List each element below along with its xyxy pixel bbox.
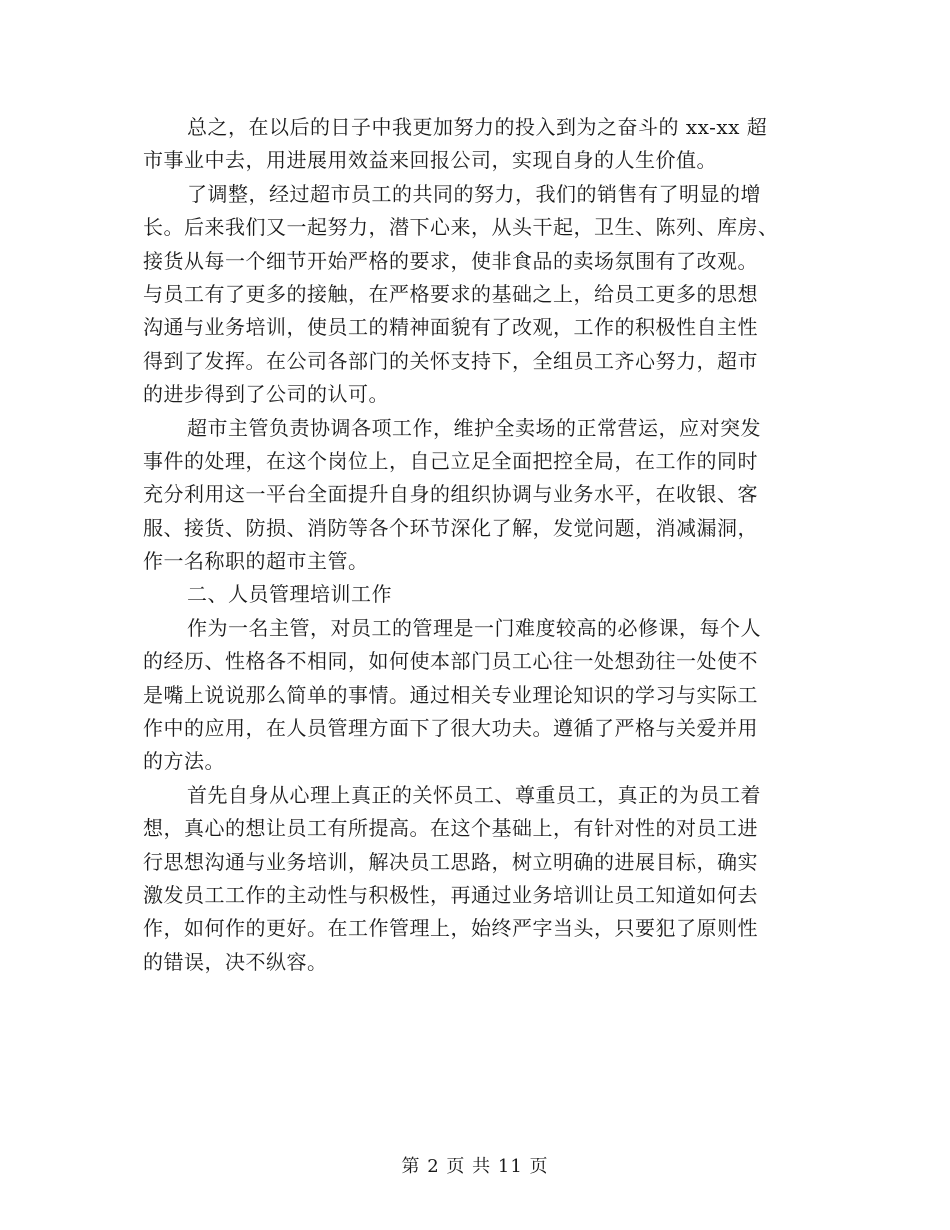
footer-total-pages: 11 xyxy=(497,1156,523,1177)
text-line: 的方法。 xyxy=(143,749,225,774)
text-line: 接货从每一个细节开始严格的要求，使非食品的卖场氛围有了改观。 xyxy=(143,248,758,273)
text-line: 是嘴上说说那么简单的事情。通过相关专业理论知识的学习与实际工 xyxy=(143,682,758,707)
footer-prefix: 第 xyxy=(401,1156,421,1177)
text-line: 首先自身从心理上真正的关怀员工、尊重员工，真正的为员工着 xyxy=(187,782,761,807)
page-footer xyxy=(0,1152,950,1178)
footer-middle: 页 共 xyxy=(446,1156,492,1177)
document-body xyxy=(143,111,803,979)
text-line: 作，如何作的更好。在工作管理上，始终严字当头，只要犯了原则性 xyxy=(143,916,758,941)
text-line: 的错误，决不纵容。 xyxy=(143,949,328,974)
text-line: 的经历、性格各不相同，如何使本部门员工心往一处想劲往一处使不 xyxy=(143,649,758,674)
text-line: 的进步得到了公司的认可。 xyxy=(143,382,389,407)
text-line: 作中的应用，在人员管理方面下了很大功夫。遵循了严格与关爱并用 xyxy=(143,716,758,741)
text-line: 超市主管负责协调各项工作，维护全卖场的正常营运，应对突发 xyxy=(187,415,761,440)
text-line: 行思想沟通与业务培训，解决员工思路，树立明确的进展目标，确实 xyxy=(143,849,758,874)
text-line: 沟通与业务培训，使员工的精神面貌有了改观，工作的积极性自主性 xyxy=(143,315,758,340)
text-line: 作为一名主管，对员工的管理是一门难度较高的必修课，每个人 xyxy=(187,615,761,640)
text-line: 服、接货、防损、消防等各个环节深化了解，发觉问题，消减漏洞， xyxy=(143,515,758,540)
text-line: 作一名称职的超市主管。 xyxy=(143,549,369,574)
text-line: 与员工有了更多的接触，在严格要求的基础之上，给员工更多的思想 xyxy=(143,281,758,306)
text-line: 二、人员管理培训工作 xyxy=(187,582,392,607)
text-line: 充分利用这一平台全面提升自身的组织协调与业务水平，在收银、客 xyxy=(143,482,758,507)
text-line: 了调整，经过超市员工的共同的努力，我们的销售有了明显的增 xyxy=(187,181,761,206)
text-line: 想，真心的想让员工有所提高。在这个基础上，有针对性的对员工进 xyxy=(143,816,758,841)
footer-page-number: 2 xyxy=(427,1156,440,1177)
text-line: 市事业中去，用进展用效益来回报公司，实现自身的人生价值。 xyxy=(143,148,717,173)
text-line: 事件的处理，在这个岗位上，自己立足全面把控全局，在工作的同时 xyxy=(143,448,758,473)
footer-suffix: 页 xyxy=(529,1156,549,1177)
text-line: 激发员工工作的主动性与积极性，再通过业务培训让员工知道如何去 xyxy=(143,882,758,907)
text-line: 总之，在以后的日子中我更加努力的投入到为之奋斗的 xx-xx 超 xyxy=(187,115,768,139)
text-line: 得到了发挥。在公司各部门的关怀支持下，全组员工齐心努力，超市 xyxy=(143,348,758,373)
text-line: 长。后来我们又一起努力，潜下心来，从头干起，卫生、陈列、库房、 xyxy=(143,215,779,240)
